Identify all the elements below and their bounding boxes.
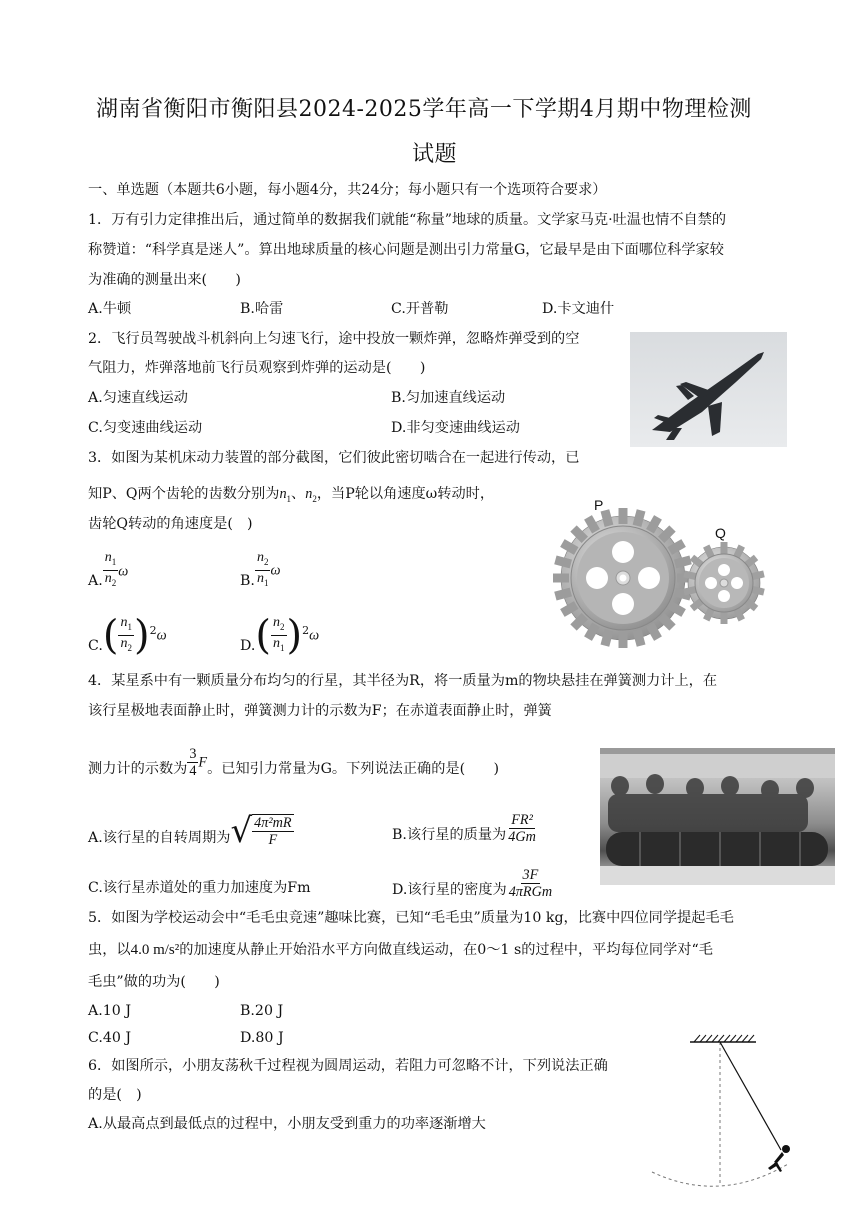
- q1-line2: 称赞道：“科学真是迷人”。算出地球质量的核心问题是测出引力常量G，它最早是由下面哪位科学家较: [88, 242, 724, 258]
- fighter-jet-image: [630, 332, 787, 447]
- q4-option-c: C.该行星赤道处的重力加速度为Fm: [88, 880, 311, 896]
- q5-acceleration: 4.0 m/s²: [130, 942, 180, 958]
- q4-option-a: A.该行星的自转周期为 √ $\frac{\text{4π²mR}}{F}$: [88, 811, 292, 851]
- q3-option-a: A. $\frac{n_1}{n_2}$ ω: [88, 550, 129, 589]
- q4-line2: 该行星极地表面静止时，弹簧测力计的示数为F；在赤道表面静止时，弹簧: [88, 703, 552, 719]
- q6-line2: 的是( ): [88, 1087, 142, 1103]
- page-title-line1: 湖南省衡阳市衡阳县2024-2025学年高一下学期4月期中物理检测: [96, 97, 752, 122]
- q3-line2-c: ，当P轮以角速度ω转动时，: [316, 486, 495, 502]
- q5-option-b: B.20 J: [240, 1003, 284, 1019]
- q2-option-b: B.匀加速直线运动: [391, 390, 506, 406]
- n1-symbol: $n_1$: [279, 486, 292, 504]
- q1-line1: 1．万有引力定律推出后，通过简单的数据我们就能“称量”地球的质量。文学家马克·吐温也情不自禁的: [88, 212, 727, 228]
- q1-option-b: B.哈雷: [240, 301, 284, 317]
- gear-p: [553, 508, 693, 648]
- gears-diagram: [548, 490, 773, 650]
- q2-option-a: A.匀速直线运动: [88, 390, 188, 406]
- q3-line2-a: 知P、Q两个齿轮的齿数分别为: [88, 486, 280, 502]
- q3-line1: 3．如图为某机床动力装置的部分截图，它们彼此密切啮合在一起进行传动，已: [88, 450, 580, 466]
- q6-line1: 6．如图所示，小朋友荡秋千过程视为圆周运动，若阻力可忽略不计，下列说法正确: [88, 1058, 608, 1074]
- q3-line3: 齿轮Q转动的角速度是( ): [88, 516, 253, 532]
- q4-line3: 测力计的示数为 $\frac{3}{4}$ F。已知引力常量为G。下列说法正确的是( ): [88, 746, 500, 779]
- swing-diagram: [648, 1032, 808, 1194]
- q6-option-a: A.从最高点到最低点的过程中，小朋友受到重力的功率逐渐增大: [88, 1116, 486, 1132]
- section-heading: 一、单选题（本题共6小题，每小题4分，共24分；每小题只有一个选项符合要求）: [88, 182, 607, 198]
- q3-option-b: B. $\frac{n_2}{n_1}$ ω: [240, 550, 281, 589]
- q5-line1: 5．如图为学校运动会中“毛毛虫竞速”趣味比赛，已知“毛毛虫”质量为10 kg，比赛中四位同学提起毛毛: [88, 910, 734, 926]
- q3-option-c: C.( $\frac{n_1}{n_2}$ )$^2$ω: [88, 612, 167, 659]
- q3-line2-b: 、: [291, 486, 306, 502]
- q5-option-d: D.80 J: [240, 1030, 284, 1046]
- q2-option-d: D.非匀变速曲线运动: [391, 420, 520, 436]
- gear-p-label: P: [594, 497, 604, 513]
- q5-option-c: C.40 J: [88, 1030, 132, 1046]
- q3-line2: [88, 484, 494, 509]
- q5-line2: 虫，以4.0 m/s²的加速度从静止开始沿水平方向做直线运动，在0～1 s的过程中，平均每位同学对“毛: [88, 942, 713, 958]
- q1-line3: 为准确的测量出来( ): [88, 272, 241, 288]
- q2-line2: 气阻力，炸弹落地前飞行员观察到炸弹的运动是( ): [88, 360, 426, 376]
- q4-option-d: D.该行星的密度为 $\frac{3F}{\text{4πRGm}}$: [392, 867, 553, 900]
- q4-line1: 4．某星系中有一颗质量分布均匀的行星，其半径为R，将一质量为m的物块悬挂在弹簧测力计上，在: [88, 673, 718, 689]
- q2-line1: 2．飞行员驾驶战斗机斜向上匀速飞行，途中投放一颗炸弹，忽略炸弹受到的空: [88, 331, 580, 347]
- q3-option-d: D.( $\frac{n_2}{n_1}$ )$^2$ω: [240, 612, 320, 659]
- q1-option-c: C.开普勒: [391, 301, 449, 317]
- q5-line3: 毛虫”做的功为( ): [88, 974, 220, 990]
- q4-option-b: B.该行星的质量为 $\frac{\text{FR²}}{4Gm}$: [392, 812, 536, 845]
- gear-q: [683, 542, 765, 624]
- q2-option-c: C.匀变速曲线运动: [88, 420, 203, 436]
- q5-option-a: A.10 J: [88, 1003, 132, 1019]
- page-title-line2: 试题: [412, 142, 458, 167]
- n2-symbol: $n_2$: [305, 486, 317, 504]
- caterpillar-race-photo: [600, 748, 835, 885]
- q1-option-a: A.牛顿: [88, 301, 132, 317]
- q1-option-d: D.卡文迪什: [542, 301, 615, 317]
- gear-q-label: Q: [715, 525, 726, 541]
